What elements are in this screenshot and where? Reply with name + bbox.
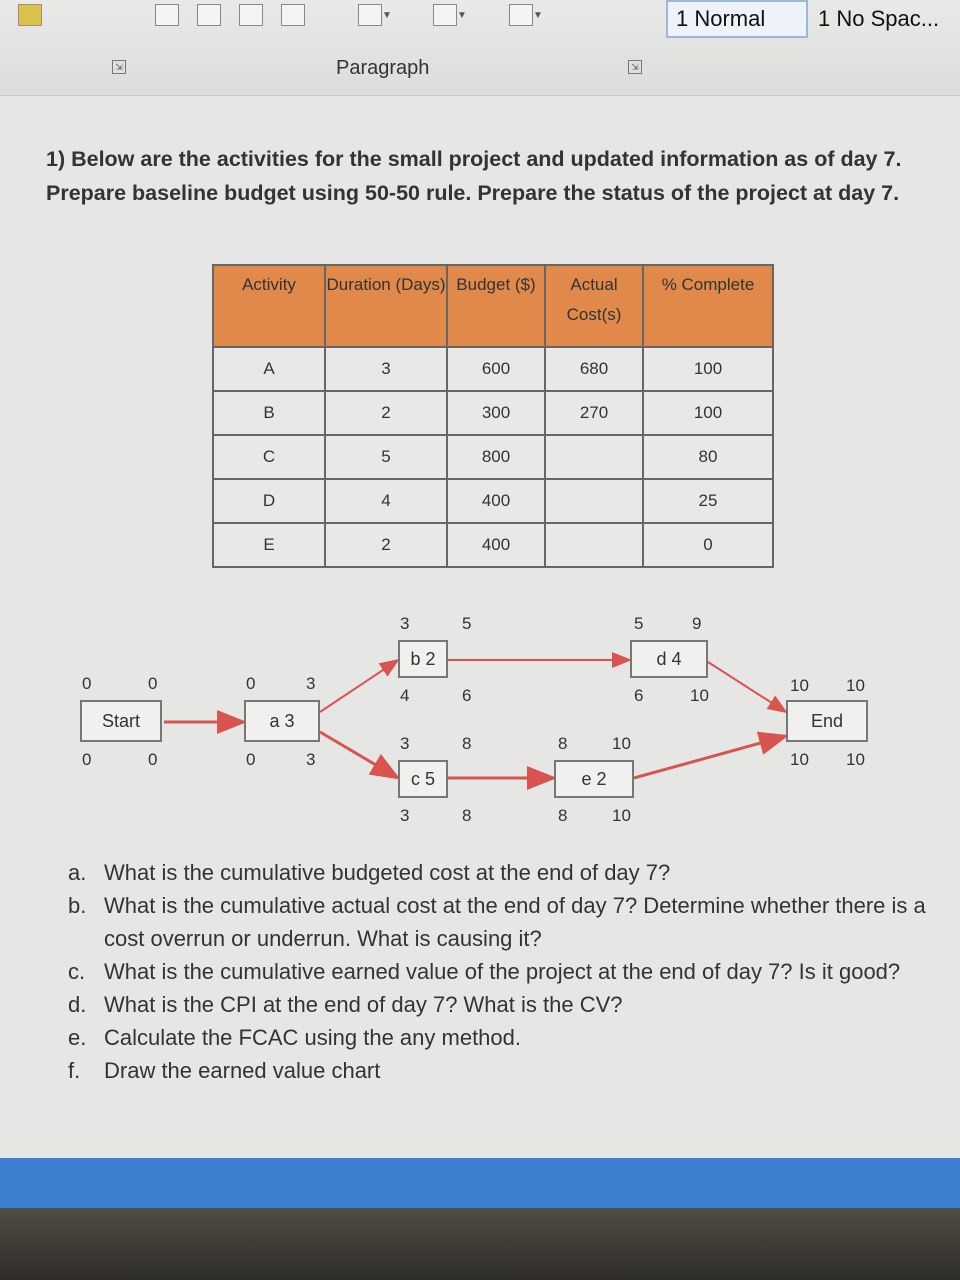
list-item-label: f.: [68, 1058, 81, 1083]
arrow-e-end: [634, 736, 786, 778]
cell: 270: [545, 391, 643, 435]
text-highlight-icon[interactable]: [0, 0, 60, 30]
e-es: 8: [558, 734, 568, 753]
cell: 400: [447, 523, 545, 567]
header-activity: Activity: [213, 265, 325, 347]
list-item: [68, 988, 948, 1021]
node-b: [398, 640, 448, 678]
list-item: [68, 1054, 948, 1087]
cell: 2: [325, 391, 447, 435]
list-item: [68, 889, 948, 955]
list-item-label: a.: [68, 860, 87, 885]
table-row: [213, 391, 773, 435]
node-a-label: a 3: [269, 710, 295, 731]
justify-icon[interactable]: [276, 2, 310, 28]
style-normal-label: 1 Normal: [676, 6, 766, 31]
header-duration: Duration (Days): [325, 265, 447, 347]
b-es: 3: [400, 614, 410, 633]
b-ls: 4: [400, 686, 410, 705]
cell: 3: [325, 347, 447, 391]
start-es: 0: [82, 674, 92, 693]
cell: E: [213, 523, 325, 567]
paragraph-group-label: Paragraph: [336, 57, 430, 79]
list-item-label: e.: [68, 1025, 87, 1050]
d-lf: 10: [690, 686, 709, 705]
cell: 80: [643, 435, 773, 479]
node-start-label: Start: [101, 710, 140, 731]
table-row: [213, 435, 773, 479]
d-ef: 9: [692, 614, 702, 633]
e-ls: 8: [558, 806, 568, 825]
start-lf: 0: [148, 750, 158, 769]
question-text: 1) Below are the activities for the small project and updated information as of day 7. Prepare baseline budget using 50-50 rule. Prepare the status of the project at day 7.: [46, 147, 902, 205]
list-item-label: d.: [68, 992, 87, 1017]
taskbar: [0, 1158, 960, 1208]
cell: 100: [643, 391, 773, 435]
d-es: 5: [634, 614, 644, 633]
cell: B: [213, 391, 325, 435]
align-center-icon[interactable]: [192, 2, 226, 28]
cell: 25: [643, 479, 773, 523]
network-diagram: [0, 600, 960, 840]
end-lf: 10: [846, 750, 865, 769]
activity-table: [212, 264, 774, 568]
table-header-row: [213, 265, 773, 347]
cell: D: [213, 479, 325, 523]
align-right-icon[interactable]: [234, 2, 268, 28]
cell: 4: [325, 479, 447, 523]
word-ribbon: [0, 0, 960, 96]
node-a: [244, 700, 320, 742]
font-dialog-launcher-icon[interactable]: ⇲: [112, 60, 126, 74]
subquestions-list: [68, 856, 948, 1087]
node-start: [80, 700, 162, 742]
cell: 5: [325, 435, 447, 479]
list-item-text: What is the CPI at the end of day 7? What is the CV?: [104, 992, 623, 1017]
table-row: [213, 347, 773, 391]
e-ef: 10: [612, 734, 631, 753]
line-spacing-icon[interactable]: ▼: [350, 2, 400, 28]
cell: [545, 479, 643, 523]
list-item-text: Calculate the FCAC using the any method.: [104, 1025, 522, 1050]
list-item: [68, 955, 948, 988]
c-ef: 8: [462, 734, 472, 753]
style-no-spacing-label: 1 No Spac...: [818, 6, 940, 31]
node-d: [630, 640, 708, 678]
node-e-label: e 2: [581, 768, 607, 789]
list-item-text: What is the cumulative budgeted cost at the end of day 7?: [104, 860, 671, 885]
cell: [545, 523, 643, 567]
e-lf: 10: [612, 806, 631, 825]
header-actual-cost: Actual Cost(s): [545, 265, 643, 347]
node-end: [786, 700, 868, 742]
cell: 400: [447, 479, 545, 523]
cell: A: [213, 347, 325, 391]
arrow-a-c: [320, 732, 398, 778]
a-ef: 3: [306, 674, 316, 693]
node-b-label: b 2: [410, 648, 436, 669]
arrow-a-b: [320, 660, 398, 712]
list-item: [68, 1021, 948, 1054]
node-c-label: c 5: [410, 768, 435, 789]
align-left-icon[interactable]: [150, 2, 184, 28]
d-ls: 6: [634, 686, 644, 705]
list-item-text: What is the cumulative actual cost at the end of day 7? Determine whether there is a cost overrun or underrun. What is causing it?: [104, 893, 926, 951]
desk-surface: [0, 1208, 960, 1280]
a-ls: 0: [246, 750, 256, 769]
cell: [545, 435, 643, 479]
table-row: [213, 479, 773, 523]
cell: 680: [545, 347, 643, 391]
end-es: 10: [790, 676, 809, 695]
node-end-label: End: [810, 710, 844, 731]
c-ls: 3: [400, 806, 410, 825]
list-item: [68, 856, 948, 889]
borders-icon[interactable]: ▼: [496, 2, 556, 28]
end-ef: 10: [846, 676, 865, 695]
header-budget: Budget ($): [447, 265, 545, 347]
node-d-label: d 4: [656, 648, 682, 669]
header-percent-complete: % Complete: [643, 265, 773, 347]
style-no-spacing[interactable]: [810, 0, 960, 38]
a-es: 0: [246, 674, 256, 693]
list-item-text: What is the cumulative earned value of the project at the end of day 7? Is it good?: [104, 959, 901, 984]
cell: C: [213, 435, 325, 479]
paragraph-dialog-launcher-icon[interactable]: ⇲: [628, 60, 642, 74]
arrow-d-end: [708, 662, 786, 712]
style-normal[interactable]: [666, 0, 808, 38]
c-es: 3: [400, 734, 410, 753]
cell: 100: [643, 347, 773, 391]
end-ls: 10: [790, 750, 809, 769]
cell: 600: [447, 347, 545, 391]
cell: 300: [447, 391, 545, 435]
start-ef: 0: [148, 674, 158, 693]
b-ef: 5: [462, 614, 472, 633]
list-item-label: c.: [68, 959, 86, 984]
cell: 2: [325, 523, 447, 567]
cell: 800: [447, 435, 545, 479]
cell: 0: [643, 523, 773, 567]
shading-icon[interactable]: ▼: [420, 2, 480, 28]
node-c: [398, 760, 448, 798]
list-item-text: Draw the earned value chart: [104, 1058, 381, 1083]
c-lf: 8: [462, 806, 472, 825]
start-ls: 0: [82, 750, 92, 769]
list-item-label: b.: [68, 893, 87, 918]
a-lf: 3: [306, 750, 316, 769]
node-e: [554, 760, 634, 798]
table-row: [213, 523, 773, 567]
b-lf: 6: [462, 686, 472, 705]
